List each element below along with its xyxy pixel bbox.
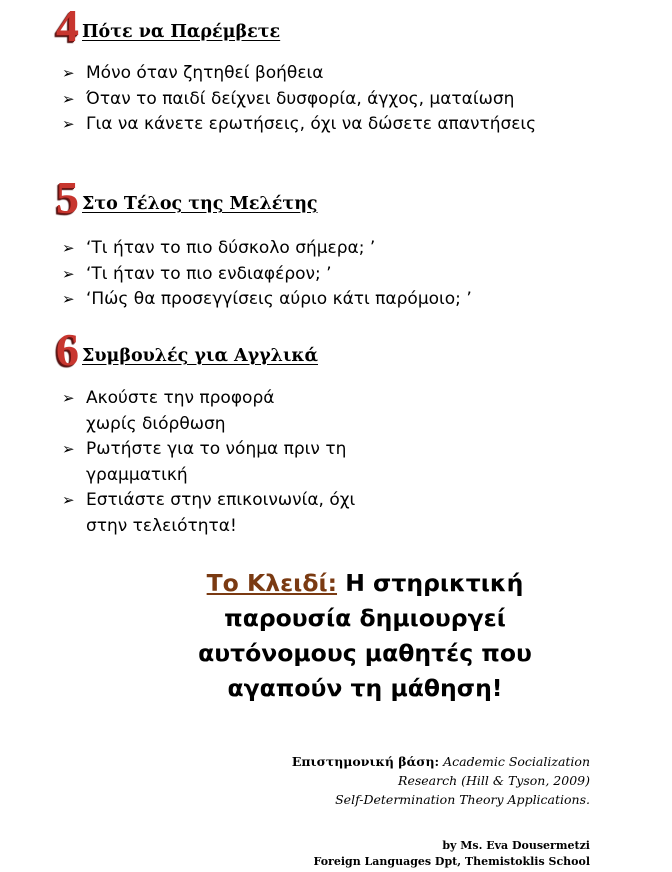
section-4-heading — [56, 0, 281, 51]
basis-line-2: Research (Hill & Tyson, 2009) — [398, 773, 590, 788]
arrow-bullet-icon: ➢ — [62, 440, 75, 458]
key-label: Το Κλειδί: — [206, 569, 338, 597]
author-name: by Ms. Eva Dousermetzi — [442, 839, 590, 852]
list-item: ➢ ‘Τι ήταν το πιο ενδιαφέρον; ’ — [62, 262, 472, 288]
section-number: 4 — [56, 0, 79, 51]
list-item: ➢ ‘Πώς θα προσεγγίσεις αύριο κάτι παρόμοιο; ’ — [62, 287, 472, 313]
key-line-4: αγαπούν τη μάθηση! — [227, 674, 503, 702]
arrow-bullet-icon: ➢ — [62, 89, 75, 108]
list-item: ➢ Για να κάνετε ερωτήσεις, όχι να δώσετε απαντήσεις — [62, 112, 536, 138]
arrow-bullet-icon: ➢ — [62, 290, 75, 308]
list-item: ➢ Ρωτήστε για το νόημα πριν τη γραμματική — [62, 439, 347, 485]
arrow-bullet-icon: ➢ — [62, 64, 75, 82]
section-5-heading — [56, 172, 318, 223]
list-item: ➢ Ακούστε την προφορά χωρίς διόρθωση — [62, 388, 275, 434]
scientific-basis — [292, 752, 590, 809]
key-message — [190, 566, 540, 706]
author-credit — [314, 838, 591, 870]
section-4-list — [62, 61, 536, 138]
section-number: 6 — [56, 324, 79, 375]
section-number: 5 — [56, 172, 79, 223]
section-title: Πότε να Παρέμβετε — [82, 22, 281, 42]
list-item: ➢ Όταν το παιδί δείχνει δυσφορία, άγχος, ματαίωση — [62, 87, 536, 113]
list-item: ➢ ‘Τι ήταν το πιο δύσκολο σήμερα; ’ — [62, 236, 472, 262]
arrow-bullet-icon: ➢ — [62, 115, 75, 133]
key-line-2: παρουσία δημιουργεί — [224, 604, 506, 632]
section-6-list — [62, 386, 355, 539]
arrow-bullet-icon: ➢ — [62, 389, 75, 407]
key-line-1: Η στηρικτική — [337, 569, 524, 597]
arrow-bullet-icon: ➢ — [62, 239, 75, 257]
author-department: Foreign Languages Dpt, Themistoklis School — [313, 855, 590, 868]
section-title: Συμβουλές για Αγγλικά — [82, 346, 319, 366]
basis-label: Επιστημονική βάση: — [291, 754, 440, 769]
basis-line-1: Academic Socialization — [439, 754, 590, 769]
list-item: ➢ Εστιάστε στην επικοινωνία, όχι στην τελειότητα! — [62, 490, 356, 536]
section-title: Στο Τέλος της Μελέτης — [82, 194, 318, 214]
section-6-heading — [56, 324, 319, 375]
section-5-list — [62, 236, 472, 313]
basis-line-3: Self-Determination Theory Applications. — [335, 792, 590, 807]
arrow-bullet-icon: ➢ — [62, 491, 75, 509]
list-item: ➢ Μόνο όταν ζητηθεί βοήθεια — [62, 61, 536, 87]
arrow-bullet-icon: ➢ — [62, 264, 75, 283]
key-line-3: αυτόνομους μαθητές που — [198, 639, 532, 667]
